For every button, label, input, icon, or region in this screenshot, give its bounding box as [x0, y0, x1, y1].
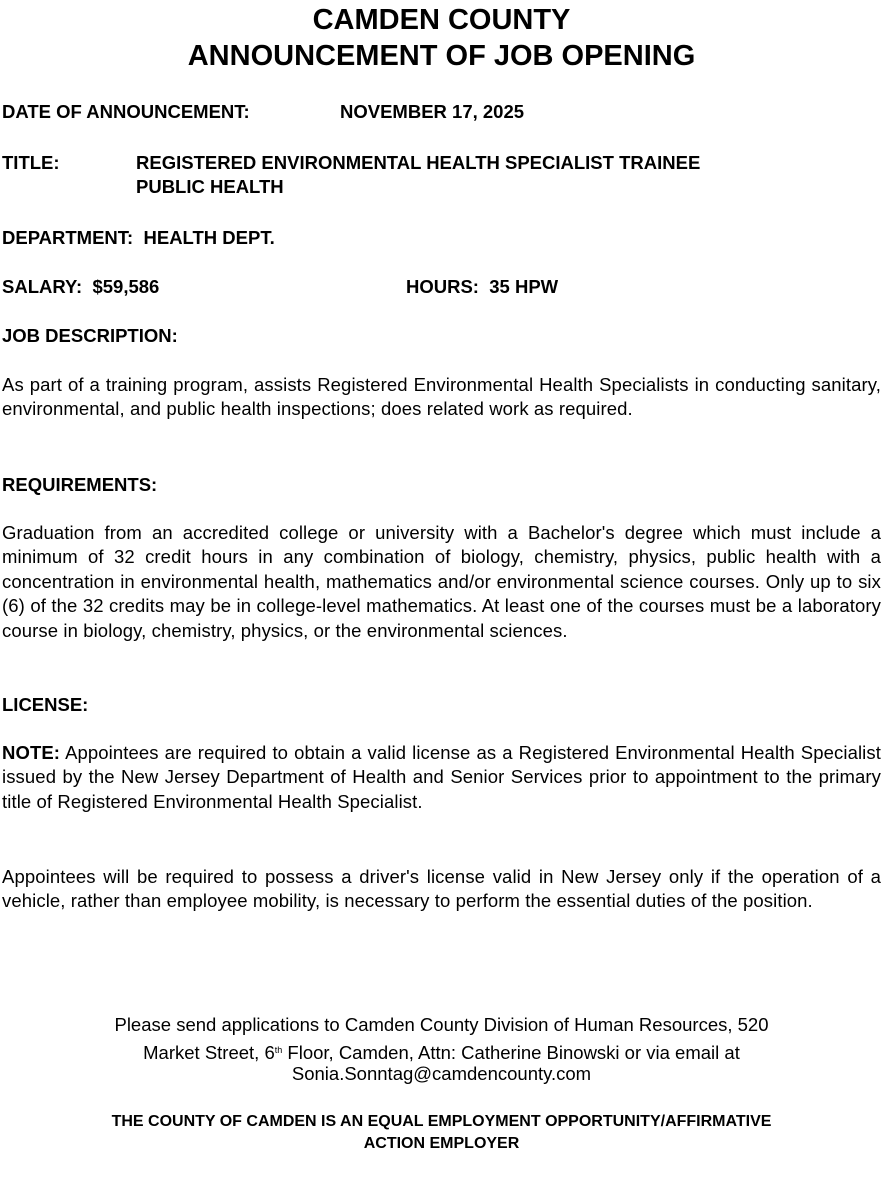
requirements-text: Graduation from an accredited college or university with a Bachelor's degree which must include a minimum of 32 credit hours in any combination of biology, chemistry, physics, public health with a concentration in environmental health, mathematics and/or environmental science courses. Only up to six (6) of the 32 credits may be in college-level mathematics. At least one of the courses must be a laboratory course in biology, chemistry, physics, or the environmental sciences. — [2, 522, 881, 641]
title-row — [2, 151, 60, 175]
job-title-line1: REGISTERED ENVIRONMENTAL HEALTH SPECIALIST TRAINEE — [136, 152, 701, 173]
salary-value: $59,586 — [92, 276, 160, 297]
hours-value: 35 HPW — [489, 276, 559, 297]
note-label: NOTE: — [2, 742, 61, 763]
job-title-line2: PUBLIC HEALTH — [136, 176, 284, 197]
announcement-date-row — [2, 100, 525, 124]
county-title: CAMDEN COUNTY — [312, 4, 571, 36]
salary-row — [2, 275, 159, 299]
job-description-heading: JOB DESCRIPTION: — [2, 325, 178, 346]
eoe-statement-line2: ACTION EMPLOYER — [363, 1135, 520, 1152]
hours-row — [406, 275, 558, 299]
department-label: DEPARTMENT: — [2, 227, 134, 248]
note-text: Appointees are required to obtain a valid license as a Registered Environmental Health Specialist issued by the New Jersey Department of Health and Senior Services prior to appointment to the primary title of Registered Environmental Health Specialist. — [2, 742, 881, 812]
drivers-license-text: Appointees will be required to possess a driver's license valid in New Jersey only if the operation of a vehicle, rather than employee mobility, is necessary to perform the essential duties of the position. — [2, 866, 881, 912]
license-heading: LICENSE: — [2, 694, 89, 715]
job-description-text: As part of a training program, assists Registered Environmental Health Specialists in conducting sanitary, environmental, and public health inspections; does related work as required. — [2, 374, 881, 420]
requirements-heading: REQUIREMENTS: — [2, 474, 158, 495]
license-note — [2, 741, 881, 814]
attn-text: Floor, Camden, Attn: Catherine Binowski or via email at — [282, 1042, 740, 1063]
floor-suffix: th — [274, 1045, 283, 1055]
announcement-title: ANNOUNCEMENT OF JOB OPENING — [187, 40, 696, 72]
hours-label: HOURS: — [406, 276, 479, 297]
application-instructions-line1: Please send applications to Camden County Division of Human Resources, 520 — [114, 1014, 769, 1035]
salary-label: SALARY: — [2, 276, 83, 297]
title-label: TITLE: — [2, 152, 60, 173]
address-text: Market Street, 6 — [143, 1042, 275, 1063]
department-value: HEALTH DEPT. — [143, 227, 275, 248]
announcement-date-label: DATE OF ANNOUNCEMENT: — [2, 101, 250, 122]
contact-email[interactable]: Sonia.Sonntag@camdencounty.com — [291, 1063, 592, 1084]
department-row — [2, 226, 275, 250]
announcement-date-value: NOVEMBER 17, 2025 — [340, 101, 525, 122]
eoe-statement-line1: THE COUNTY OF CAMDEN IS AN EQUAL EMPLOYMENT OPPORTUNITY/AFFIRMATIVE — [111, 1113, 772, 1130]
